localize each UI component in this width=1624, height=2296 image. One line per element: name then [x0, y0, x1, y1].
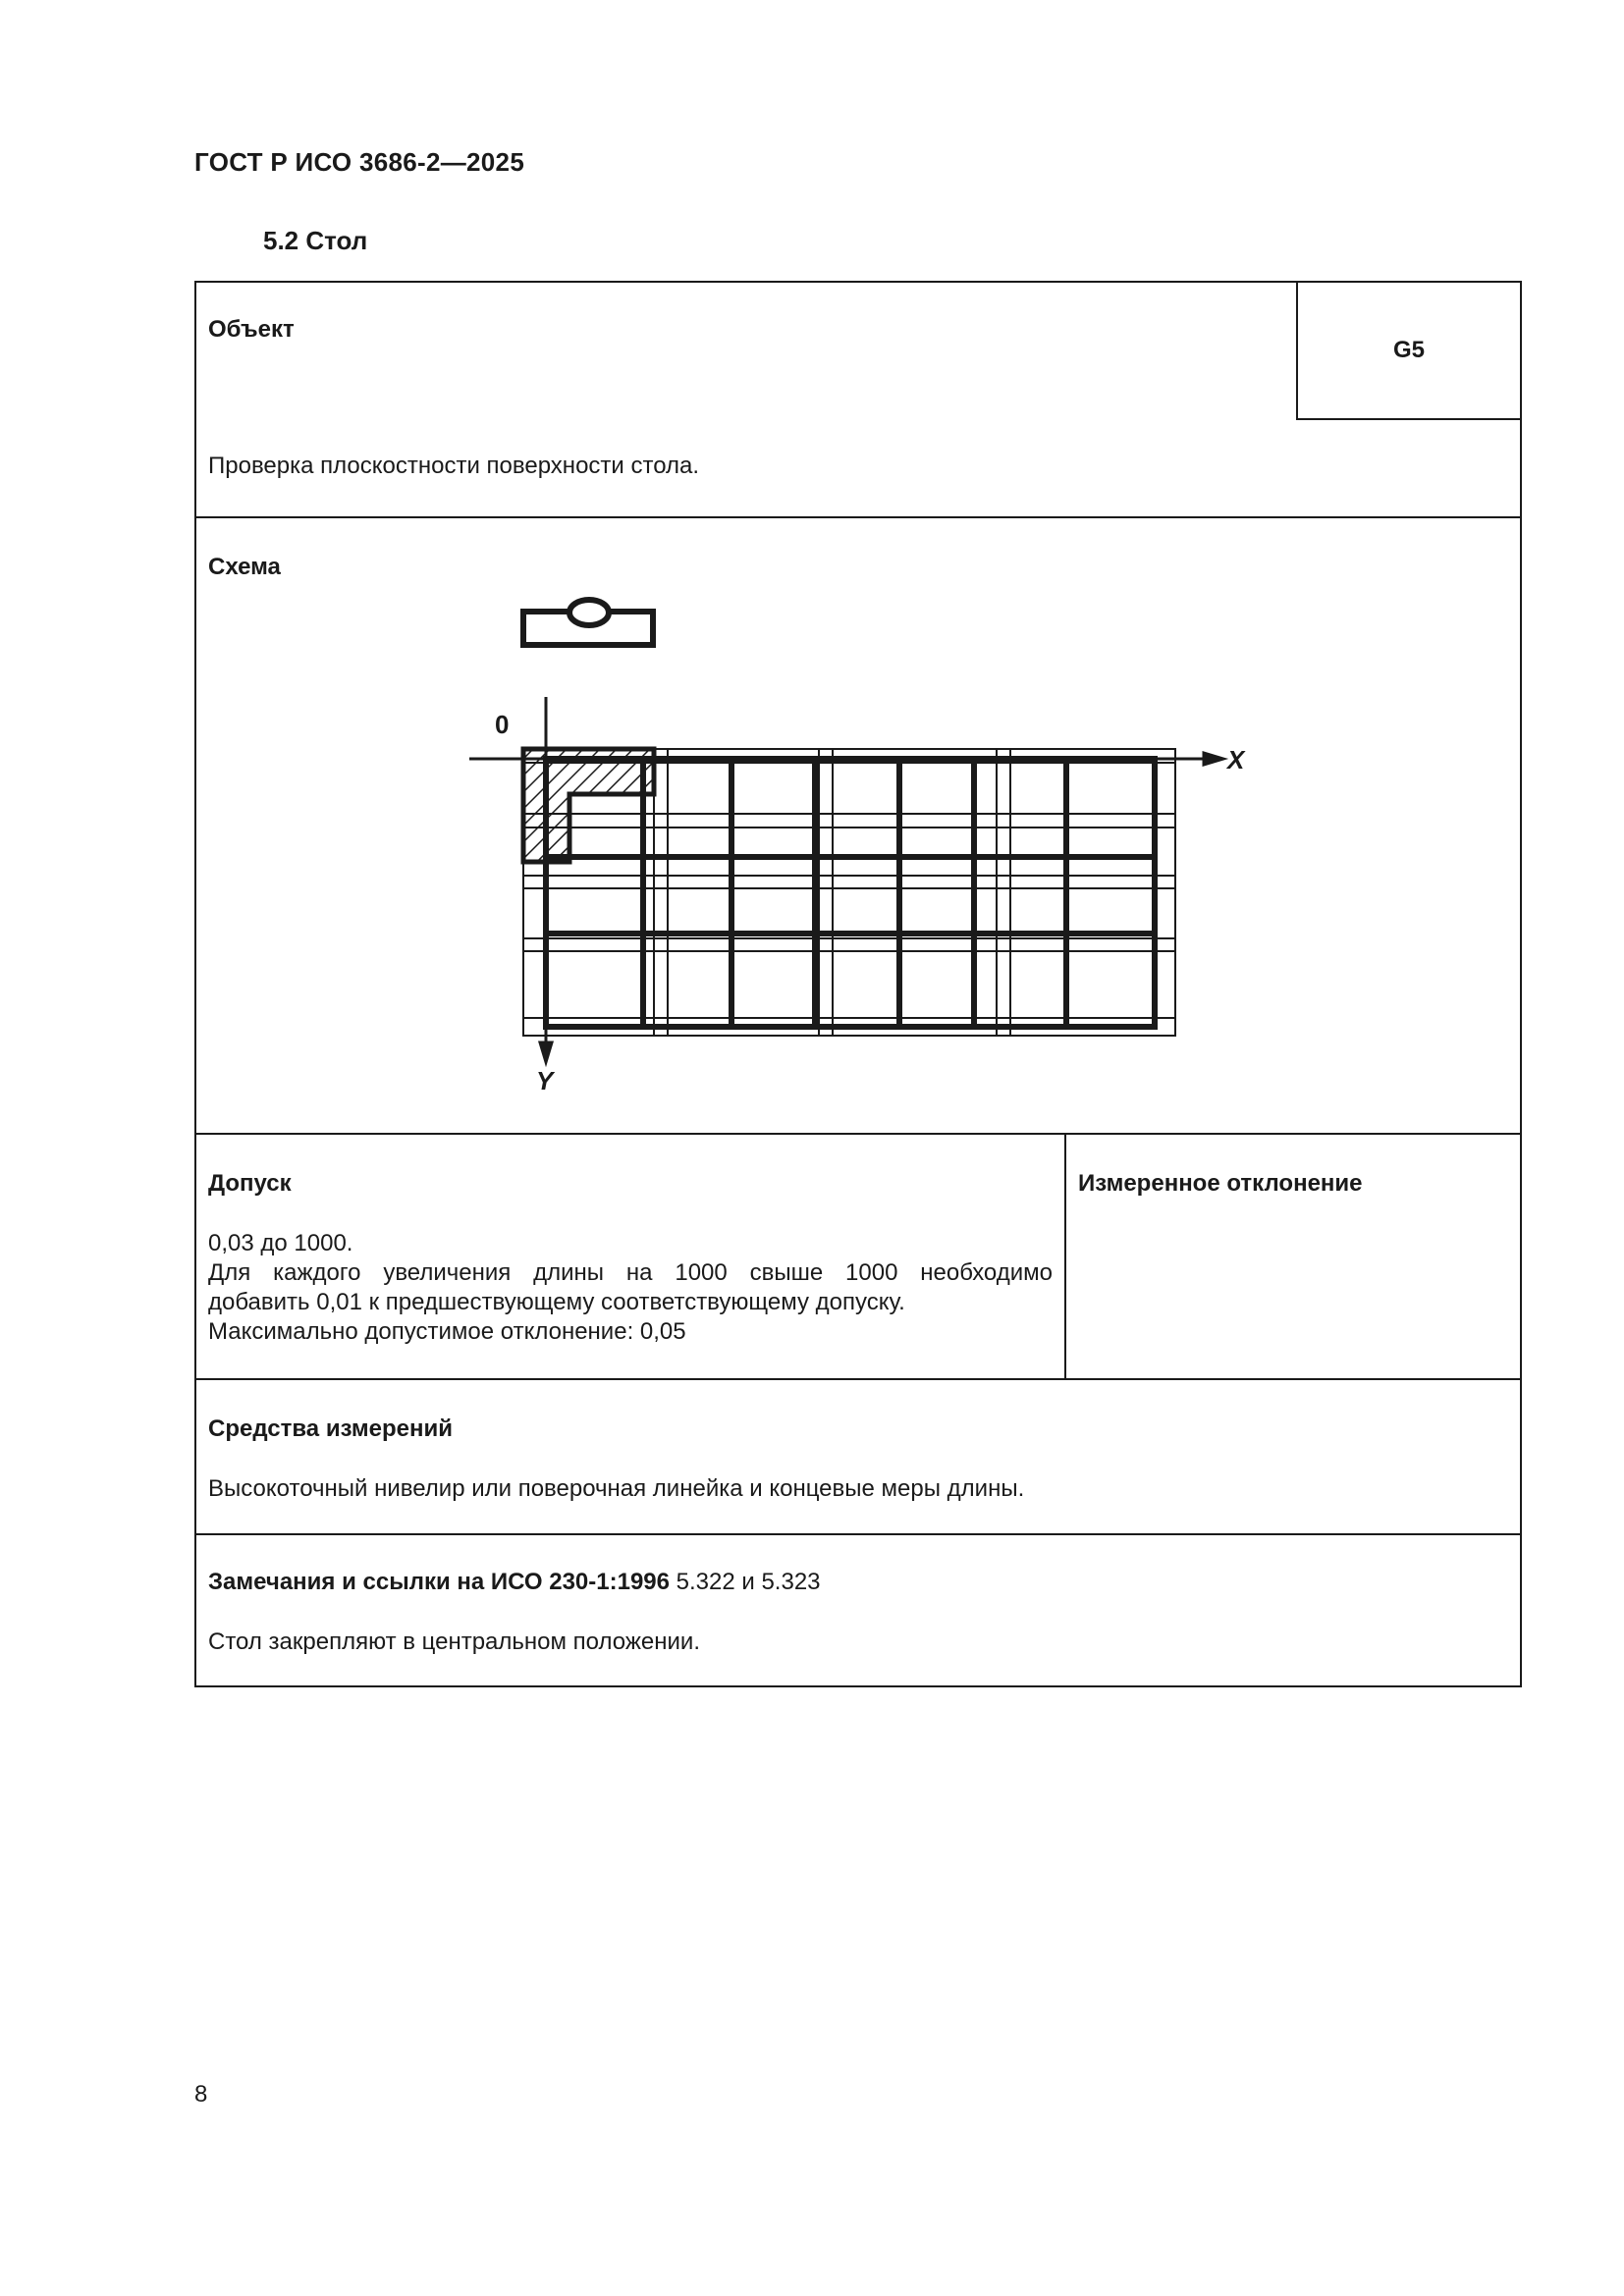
- table-flatness-diagram: [196, 518, 1522, 1133]
- measurement-grid: [546, 759, 1155, 1027]
- page-number: 8: [194, 2081, 208, 2108]
- test-card: [194, 281, 1522, 1687]
- remarks-label-refs: 5.322 и 5.323: [669, 1569, 821, 1595]
- object-text: Проверка плоскостности поверхности стола.: [208, 453, 700, 479]
- scheme-label: Схема: [208, 554, 281, 580]
- level-instrument-icon: [523, 600, 653, 645]
- origin-label: 0: [495, 710, 510, 739]
- scheme-section: [196, 516, 1520, 1133]
- object-label: Объект: [208, 316, 295, 343]
- document-code: ГОСТ Р ИСО 3686-2—2025: [194, 147, 525, 177]
- tolerance-line: 0,03 до 1000.: [208, 1230, 353, 1256]
- y-axis-label: Y: [536, 1066, 554, 1095]
- instruments-section: [196, 1378, 1520, 1533]
- tolerance-line: добавить 0,01 к предшествующему соответствующему допуску.: [208, 1289, 905, 1315]
- test-code: G5: [1392, 337, 1425, 363]
- remarks-label: [208, 1569, 821, 1596]
- tolerance-text: [208, 1229, 1053, 1347]
- tolerance-label: Допуск: [208, 1170, 292, 1197]
- instruments-text: Высокоточный нивелир или поверочная линейка и концевые меры длины.: [208, 1475, 1025, 1502]
- instruments-label: Средства измерений: [208, 1415, 454, 1442]
- measured-deviation-label: Измеренное отклонение: [1078, 1170, 1363, 1197]
- tolerance-line: Для каждого увеличения длины на 1000 свыше 1000 необходимо: [208, 1259, 1053, 1286]
- x-axis-label: X: [1227, 745, 1245, 774]
- column-divider: [1064, 1135, 1066, 1378]
- remarks-text: Стол закрепляют в центральном положении.: [208, 1629, 700, 1655]
- remarks-label-bold: Замечания и ссылки на ИСО 230-1:1996: [208, 1569, 670, 1595]
- hatched-start-region: [523, 749, 654, 862]
- test-code-box: [1296, 283, 1520, 420]
- remarks-section: [196, 1533, 1520, 1687]
- section-title: 5.2 Стол: [263, 226, 368, 255]
- object-section: [196, 283, 1520, 516]
- tolerance-section: [196, 1133, 1520, 1378]
- tolerance-line: Максимально допустимое отклонение: 0,05: [208, 1318, 686, 1345]
